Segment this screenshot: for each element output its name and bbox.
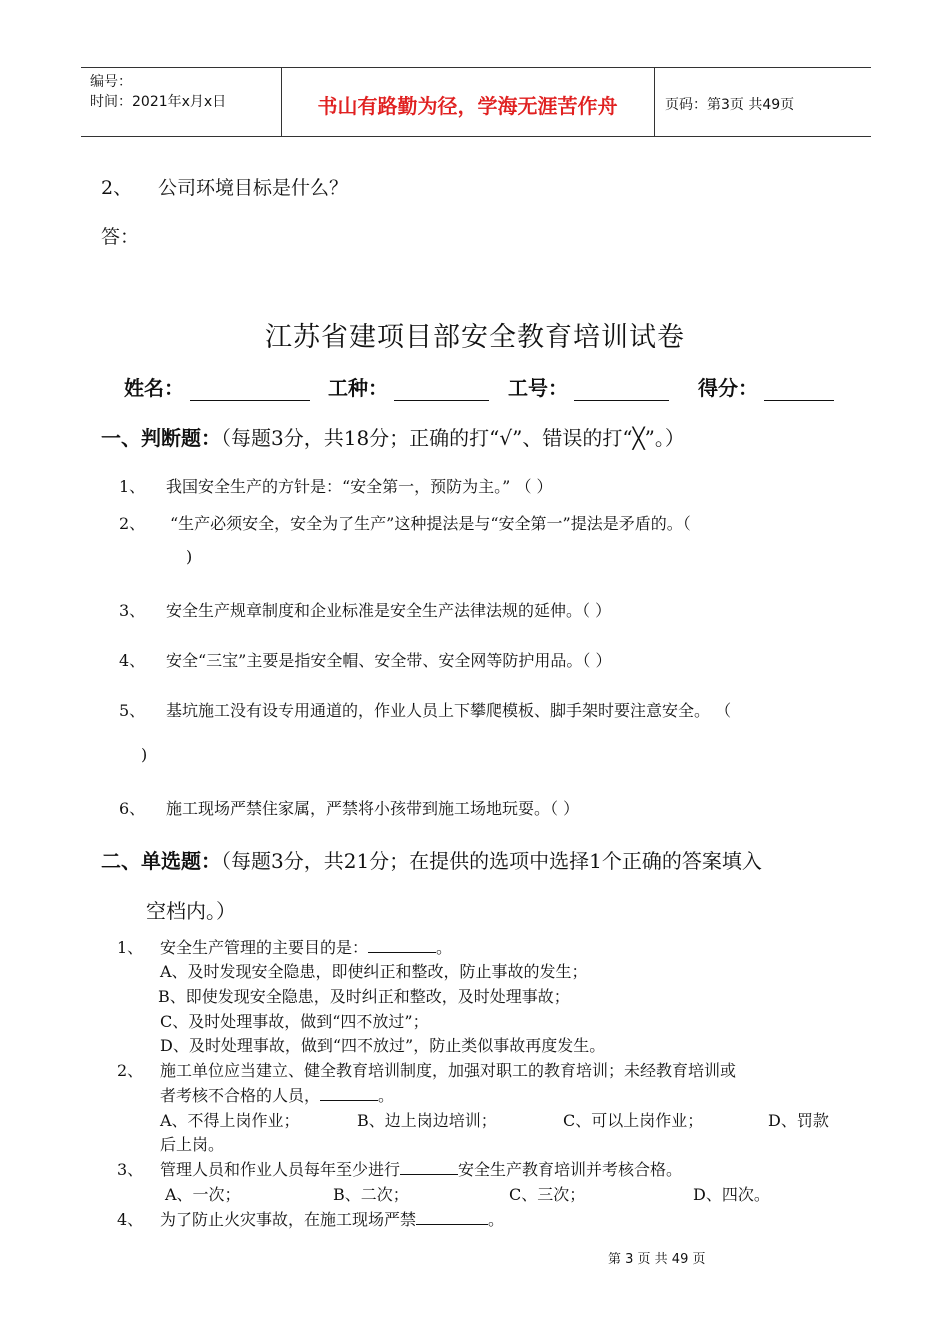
judge-q3-num: 3、 [119,601,146,620]
mc-q3 [160,1157,682,1180]
mc-q2-num: 2、 [117,1061,144,1080]
judge-q1-text[interactable]: 我国安全生产的方针是：“安全第一，预防为主。” （ ） [166,477,553,496]
judge-q5-paren: ) [141,745,148,764]
mc-q4-end: 。 [488,1210,505,1229]
section2-header [101,845,762,874]
mc-q3-option-a[interactable]: A、一次； [165,1185,241,1204]
section1-heading: 一、判断题： [101,426,221,450]
name-field[interactable] [124,372,310,401]
mc-q1-blank[interactable] [368,938,436,953]
mc-q2-option-b[interactable]: B、边上岗边培训； [357,1111,497,1130]
name-blank[interactable] [190,380,310,401]
mc-q3-option-c[interactable]: C、三次； [509,1185,586,1204]
mc-q4-text: 为了防止火灾事故，在施工现场严禁 [160,1210,417,1229]
section2-desc: （每题3分，共21分；在提供的选项中选择1个正确的答案填入 [221,849,762,873]
mc-q2-option-d[interactable]: D、罚款 [768,1111,829,1130]
mc-q2-option-d-cont: 后上岗。 [160,1135,225,1154]
judge-q5-num: 5、 [119,701,146,720]
judge-q6-num: 6、 [119,799,146,818]
mc-q4-num: 4、 [117,1210,144,1229]
header-page-info: 页码：第3页 共49页 [665,97,795,113]
section2-heading: 二、单选题： [101,849,221,873]
mc-q3-blank[interactable] [400,1160,458,1175]
id-field[interactable] [508,372,669,401]
intro-q2-text: 公司环境目标是什么？ [158,177,349,199]
score-blank[interactable] [764,380,834,401]
header-date-label: 时间：2021年x月x日 [90,94,227,110]
id-blank[interactable] [574,380,669,401]
section2-desc-cont: 空档内。） [146,899,236,923]
mc-q3-text-after: 安全生产教育培训并考核合格。 [458,1160,683,1179]
judge-q5-text[interactable]: 基坑施工没有设专用通道的，作业人员上下攀爬模板、脚手架时要注意安全。 （ [166,701,732,720]
judge-q2-text[interactable]: “生产必须安全，安全为了生产”这种提法是与“安全第一”提法是矛盾的。（ [170,514,691,533]
mc-q1-option-b[interactable]: B、即使发现安全隐患，及时纠正和整改，及时处理事故； [158,987,570,1006]
judge-q2-paren: ) [186,547,193,566]
job-blank[interactable] [394,380,489,401]
job-field[interactable] [328,372,489,401]
header-divider [654,68,655,136]
header-motto: 书山有路勤为径，学海无涯苦作舟 [317,94,618,118]
mc-q2-option-a[interactable]: A、不得上岗作业； [160,1111,300,1130]
header-code-label: 编号： [90,74,132,90]
mc-q4 [160,1207,504,1230]
mc-q2-cont [160,1083,394,1106]
mc-q4-blank[interactable] [416,1210,488,1225]
mc-q3-num: 3、 [117,1160,144,1179]
header-meta [90,72,226,112]
mc-q1-option-d[interactable]: D、及时处理事故，做到“四不放过”，防止类似事故再度发生。 [160,1036,606,1055]
mc-q2-text-cont: 者考核不合格的人员， [160,1086,321,1105]
mc-q1-option-a[interactable]: A、及时发现安全隐患，即使纠正和整改，防止事故的发生； [160,962,588,981]
name-label: 姓名： [124,376,184,400]
judge-q4-num: 4、 [119,651,146,670]
mc-q3-option-b[interactable]: B、二次； [333,1185,409,1204]
id-label: 工号： [508,376,568,400]
mc-q1-end: 。 [436,938,453,957]
job-label: 工种： [328,376,388,400]
section1-desc: （每题3分，共18分；正确的打“√”、错误的打“╳”。） [221,426,685,450]
page-footer: 第 3 页 共 49 页 [608,1252,706,1267]
page-header-table [81,67,871,137]
intro-q2-num: 2、 [101,177,133,199]
score-field[interactable] [698,372,834,401]
judge-q6-text[interactable]: 施工现场严禁住家属，严禁将小孩带到施工场地玩耍。（ ） [166,799,580,818]
mc-q1 [160,935,452,958]
section1-header [101,422,685,451]
judge-q3-text[interactable]: 安全生产规章制度和企业标准是安全生产法律法规的延伸。（ ） [166,601,612,620]
mc-q1-option-c[interactable]: C、及时处理事故，做到“四不放过”； [160,1012,429,1031]
mc-q2-option-c[interactable]: C、可以上岗作业； [563,1111,704,1130]
score-label: 得分： [698,376,758,400]
mc-q1-num: 1、 [117,938,144,957]
judge-q4-text[interactable]: 安全“三宝”主要是指安全帽、安全带、安全网等防护用品。（ ） [166,651,612,670]
exam-title: 江苏省建项目部安全教育培训试卷 [265,322,685,353]
answer-label: 答： [101,226,140,248]
mc-q2-blank[interactable] [320,1086,378,1101]
mc-q2-end: 。 [378,1086,395,1105]
mc-q1-text: 安全生产管理的主要目的是： [160,938,369,957]
mc-q3-option-d[interactable]: D、四次。 [693,1185,770,1204]
judge-q2-num: 2、 [119,514,146,533]
judge-q1-num: 1、 [119,477,146,496]
mc-q2-text: 施工单位应当建立、健全教育培训制度，加强对职工的教育培训；未经教育培训或 [160,1061,737,1080]
mc-q3-text: 管理人员和作业人员每年至少进行 [160,1160,401,1179]
